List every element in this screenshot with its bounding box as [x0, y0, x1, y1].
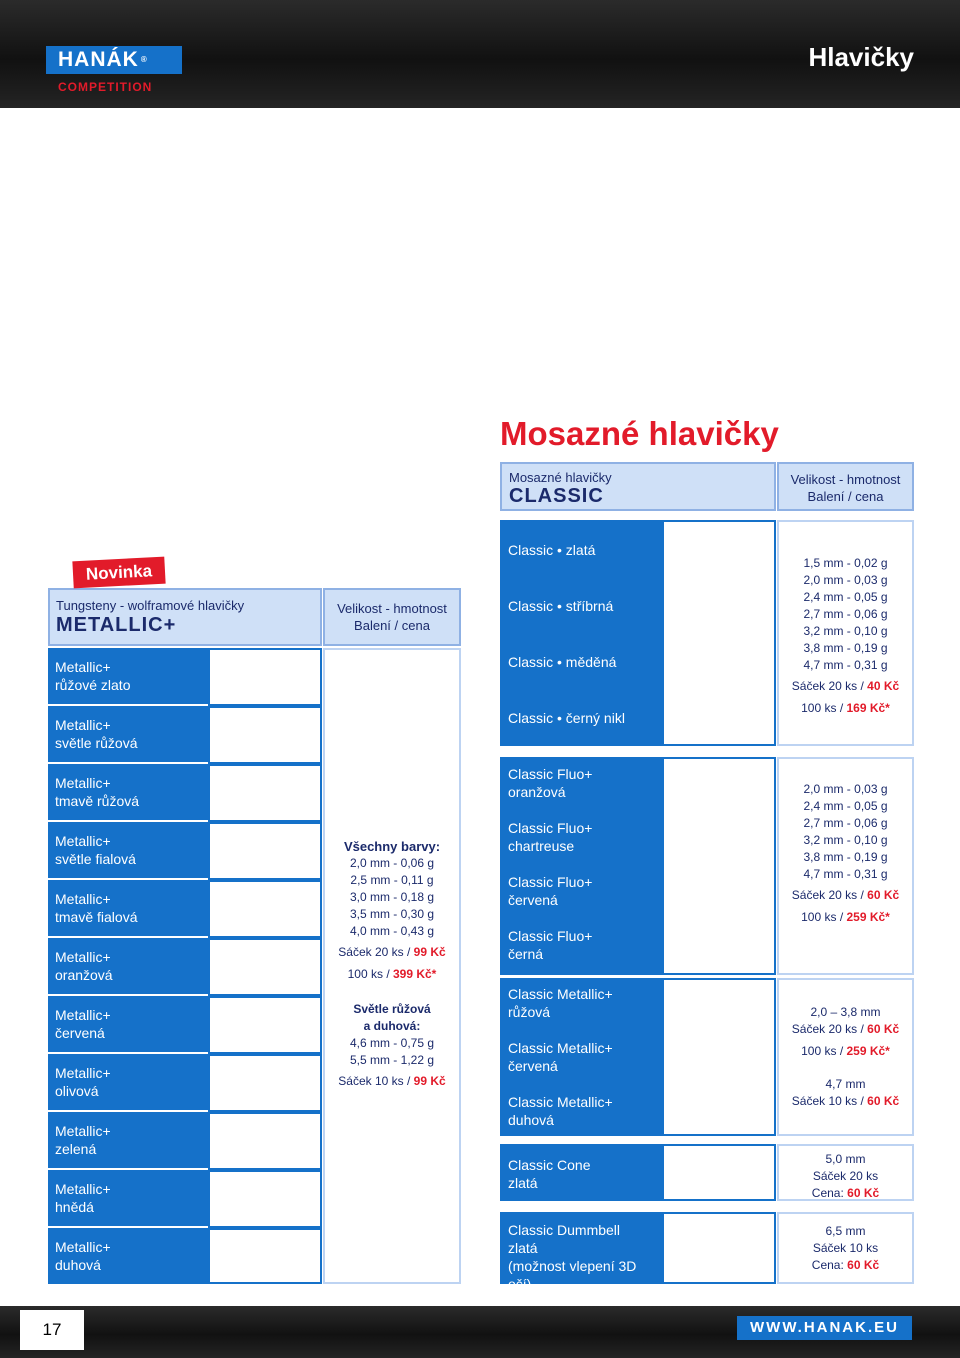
- product-item: [508, 1039, 613, 1075]
- image-placeholder: [662, 520, 776, 746]
- price-label: Cena:: [811, 1258, 848, 1272]
- product-row: [48, 1170, 208, 1226]
- tungsten-title: Tungsteny - wolframové hlavičky: [56, 598, 245, 613]
- image-placeholder: [208, 880, 322, 938]
- product-variant: černá: [508, 946, 544, 962]
- size-line: 4,7 mm - 0,31 g: [803, 867, 888, 881]
- product-item: Classic • zlatá: [508, 542, 596, 558]
- product-variant: oranžová: [508, 784, 566, 800]
- size-line: 4,6 mm - 0,75 g: [349, 1036, 435, 1050]
- special-label: a duhová:: [363, 1019, 421, 1033]
- pack-text: Sáček 10 ks: [812, 1241, 879, 1255]
- product-variant: hnědá: [55, 1199, 94, 1215]
- product-row: [48, 822, 208, 878]
- tungsten-size-header: [323, 588, 461, 646]
- all-colors-label: Všechny barvy:: [343, 839, 441, 854]
- product-line: Metallic+: [55, 1007, 111, 1023]
- product-item: Classic • stříbrná: [508, 598, 614, 614]
- size-line: 2,4 mm - 0,05 g: [803, 590, 888, 604]
- product-variant: tmavě růžová: [55, 793, 140, 809]
- product-row: [48, 1112, 208, 1168]
- pack-text: Sáček 20 ks /: [791, 1022, 868, 1036]
- size-line: 4,0 mm - 0,43 g: [349, 924, 435, 938]
- pack-text: Sáček 20 ks /: [791, 888, 868, 902]
- size-line: 2,7 mm - 0,06 g: [803, 816, 888, 830]
- size-line: 3,5 mm - 0,30 g: [349, 907, 435, 921]
- size-header-line1: Velikost - hmotnost: [790, 472, 901, 487]
- product-variant: růžové zlato: [55, 677, 131, 693]
- group1-price-box: [777, 520, 914, 746]
- product-variant: zlatá: [508, 1240, 538, 1256]
- image-placeholder: [208, 706, 322, 764]
- brand-logo: [46, 46, 182, 74]
- product-line: Classic Metallic+: [508, 1040, 613, 1056]
- brass-size-header: [777, 462, 914, 511]
- size-line: 4,7 mm: [825, 1077, 866, 1091]
- product-line: Metallic+: [55, 1239, 111, 1255]
- product-line: Classic Fluo+: [508, 820, 593, 836]
- classic-dumbbell-row: [500, 1212, 662, 1292]
- product-line: Classic Dummbell: [508, 1222, 621, 1238]
- product-item: [508, 1093, 613, 1129]
- tungsten-series: METALLIC+: [56, 614, 177, 636]
- size-header-line2: Balení / cena: [354, 618, 430, 633]
- product-variant: tmavě fialová: [55, 909, 138, 925]
- section-title: Mosazné hlavičky: [500, 415, 779, 452]
- size-line: 3,0 mm - 0,18 g: [349, 890, 435, 904]
- image-placeholder: [208, 938, 322, 996]
- size-line: 2,7 mm - 0,06 g: [803, 607, 888, 621]
- size-line: 4,7 mm - 0,31 g: [803, 658, 888, 672]
- page-number: 17: [20, 1310, 84, 1350]
- image-placeholder: [662, 1212, 776, 1284]
- product-row: [48, 1054, 208, 1110]
- product-variant: červená: [55, 1025, 105, 1041]
- price-value: 99 Kč: [413, 1074, 446, 1088]
- product-variant: chartreuse: [508, 838, 575, 854]
- product-note: (možnost vlepení 3D očí): [508, 1258, 637, 1292]
- product-variant: olivová: [55, 1083, 99, 1099]
- dumbbell-price-box: [777, 1212, 914, 1284]
- product-row: [48, 648, 208, 704]
- product-line: Metallic+: [55, 1123, 111, 1139]
- product-variant: duhová: [55, 1257, 101, 1273]
- price-line: [779, 1185, 912, 1202]
- size-line: 2,4 mm - 0,05 g: [803, 799, 888, 813]
- size-header-line2: Balení / cena: [807, 489, 884, 504]
- product-item: [508, 985, 613, 1021]
- product-variant: zelená: [55, 1141, 97, 1157]
- price-value: 99 Kč: [413, 945, 446, 959]
- price-line: [779, 1021, 912, 1038]
- product-line: Metallic+: [55, 833, 111, 849]
- size-line: 5,0 mm: [825, 1152, 866, 1166]
- price-value: 169 Kč*: [846, 701, 890, 715]
- product-variant: červená: [508, 1058, 558, 1074]
- image-placeholder: [208, 764, 322, 822]
- product-variant: červená: [508, 892, 558, 908]
- size-line: 6,5 mm: [825, 1224, 866, 1238]
- product-line: Classic Fluo+: [508, 766, 593, 782]
- product-row: [48, 706, 208, 762]
- size-line: 2,0 mm - 0,03 g: [803, 573, 888, 587]
- image-placeholder: [208, 822, 322, 880]
- product-line: Metallic+: [55, 1181, 111, 1197]
- product-line: Metallic+: [55, 775, 111, 791]
- page-header: [0, 0, 960, 108]
- product-line: Metallic+: [55, 659, 111, 675]
- brass-series: CLASSIC: [509, 485, 604, 507]
- brass-title: Mosazné hlavičky: [509, 470, 612, 485]
- price-line: [779, 887, 912, 904]
- product-row: [48, 1228, 208, 1284]
- price-value: 60 Kč: [867, 888, 900, 902]
- product-line: Classic Metallic+: [508, 986, 613, 1002]
- product-item: [508, 873, 592, 909]
- product-row: [48, 938, 208, 994]
- pack-text: Sáček 20 ks: [812, 1169, 879, 1183]
- size-line: 2,5 mm - 0,11 g: [350, 873, 434, 887]
- size-line: 3,2 mm - 0,10 g: [803, 624, 888, 638]
- price-value: 399 Kč*: [392, 967, 437, 981]
- new-badge: Novinka: [72, 557, 165, 589]
- image-placeholder: [208, 1112, 322, 1170]
- image-placeholder: [208, 1054, 322, 1112]
- pack-text: 100 ks /: [801, 1044, 847, 1058]
- product-variant: růžová: [508, 1004, 551, 1020]
- price-line: [325, 944, 459, 961]
- product-line: Metallic+: [55, 949, 111, 965]
- product-variant: světle fialová: [55, 851, 136, 867]
- product-item: [508, 765, 592, 801]
- pack-text: Sáček 10 ks /: [338, 1074, 414, 1088]
- product-line: Classic Fluo+: [508, 928, 593, 944]
- cone-price-box: [777, 1144, 914, 1201]
- classic-cone-row: [500, 1144, 662, 1201]
- registered-mark: ®: [140, 55, 148, 64]
- brand-name: HANÁK: [58, 48, 139, 71]
- size-line: 1,5 mm - 0,02 g: [803, 556, 888, 570]
- product-item: [508, 819, 592, 855]
- product-variant: zlatá: [508, 1175, 538, 1191]
- pack-text: Sáček 10 ks /: [791, 1094, 868, 1108]
- product-variant: duhová: [508, 1112, 554, 1128]
- product-line: Metallic+: [55, 891, 111, 907]
- page-title: Hlavičky: [808, 42, 914, 72]
- website-link[interactable]: WWW.HANAK.EU: [737, 1316, 912, 1340]
- product-item: [508, 927, 592, 963]
- tungsten-price-box: [323, 648, 461, 1284]
- product-row: [48, 764, 208, 820]
- product-line: Metallic+: [55, 1065, 111, 1081]
- image-placeholder: [208, 1170, 322, 1228]
- product-variant: oranžová: [55, 967, 113, 983]
- pack-text: 100 ks /: [801, 910, 847, 924]
- size-line: 2,0 – 3,8 mm: [810, 1005, 881, 1019]
- brass-title-box: [500, 462, 776, 511]
- size-line: 3,8 mm - 0,19 g: [803, 850, 888, 864]
- pack-text: Sáček 20 ks /: [338, 945, 414, 959]
- product-item: Classic • měděná: [508, 654, 617, 670]
- image-placeholder: [208, 1228, 322, 1284]
- product-item: Classic • černý nikl: [508, 710, 625, 726]
- price-line: [779, 700, 912, 717]
- image-placeholder: [208, 996, 322, 1054]
- image-placeholder: [662, 1144, 776, 1201]
- product-line: Classic Metallic+: [508, 1094, 613, 1110]
- price-line: [325, 966, 459, 983]
- product-line: Classic Fluo+: [508, 874, 593, 890]
- price-line: [779, 678, 912, 695]
- price-value: 60 Kč: [847, 1186, 880, 1200]
- size-line: 3,2 mm - 0,10 g: [803, 833, 888, 847]
- price-value: 60 Kč: [847, 1258, 880, 1272]
- size-line: 3,8 mm - 0,19 g: [803, 641, 888, 655]
- price-line: [779, 1257, 912, 1274]
- special-label: Světle růžová: [353, 1002, 431, 1016]
- price-line: [779, 1093, 912, 1110]
- size-line: 5,5 mm - 1,22 g: [349, 1053, 435, 1067]
- pack-text: 100 ks /: [347, 967, 393, 981]
- group3-price-box: [777, 978, 914, 1136]
- product-line: Metallic+: [55, 717, 111, 733]
- image-placeholder: [662, 978, 776, 1136]
- price-label: Cena:: [811, 1186, 848, 1200]
- price-value: 60 Kč: [867, 1094, 900, 1108]
- price-value: 60 Kč: [867, 1022, 900, 1036]
- image-placeholder: [208, 648, 322, 706]
- product-row: [48, 880, 208, 936]
- pack-text: Sáček 20 ks /: [791, 679, 868, 693]
- price-value: 259 Kč*: [846, 1044, 890, 1058]
- price-line: [779, 909, 912, 926]
- price-line: [325, 1073, 459, 1090]
- product-line: Classic Cone: [508, 1157, 591, 1173]
- group2-price-box: [777, 757, 914, 975]
- product-row: [48, 996, 208, 1052]
- price-line: [779, 1043, 912, 1060]
- size-line: 2,0 mm - 0,03 g: [803, 782, 888, 796]
- pack-text: 100 ks /: [801, 701, 847, 715]
- size-line: 2,0 mm - 0,06 g: [349, 856, 435, 870]
- product-variant: světle růžová: [55, 735, 138, 751]
- image-placeholder: [662, 757, 776, 975]
- size-header-line1: Velikost - hmotnost: [337, 601, 447, 616]
- tungsten-title-box: [48, 588, 322, 646]
- price-value: 40 Kč: [867, 679, 900, 693]
- brand-subtitle: COMPETITION: [58, 80, 153, 94]
- price-value: 259 Kč*: [846, 910, 890, 924]
